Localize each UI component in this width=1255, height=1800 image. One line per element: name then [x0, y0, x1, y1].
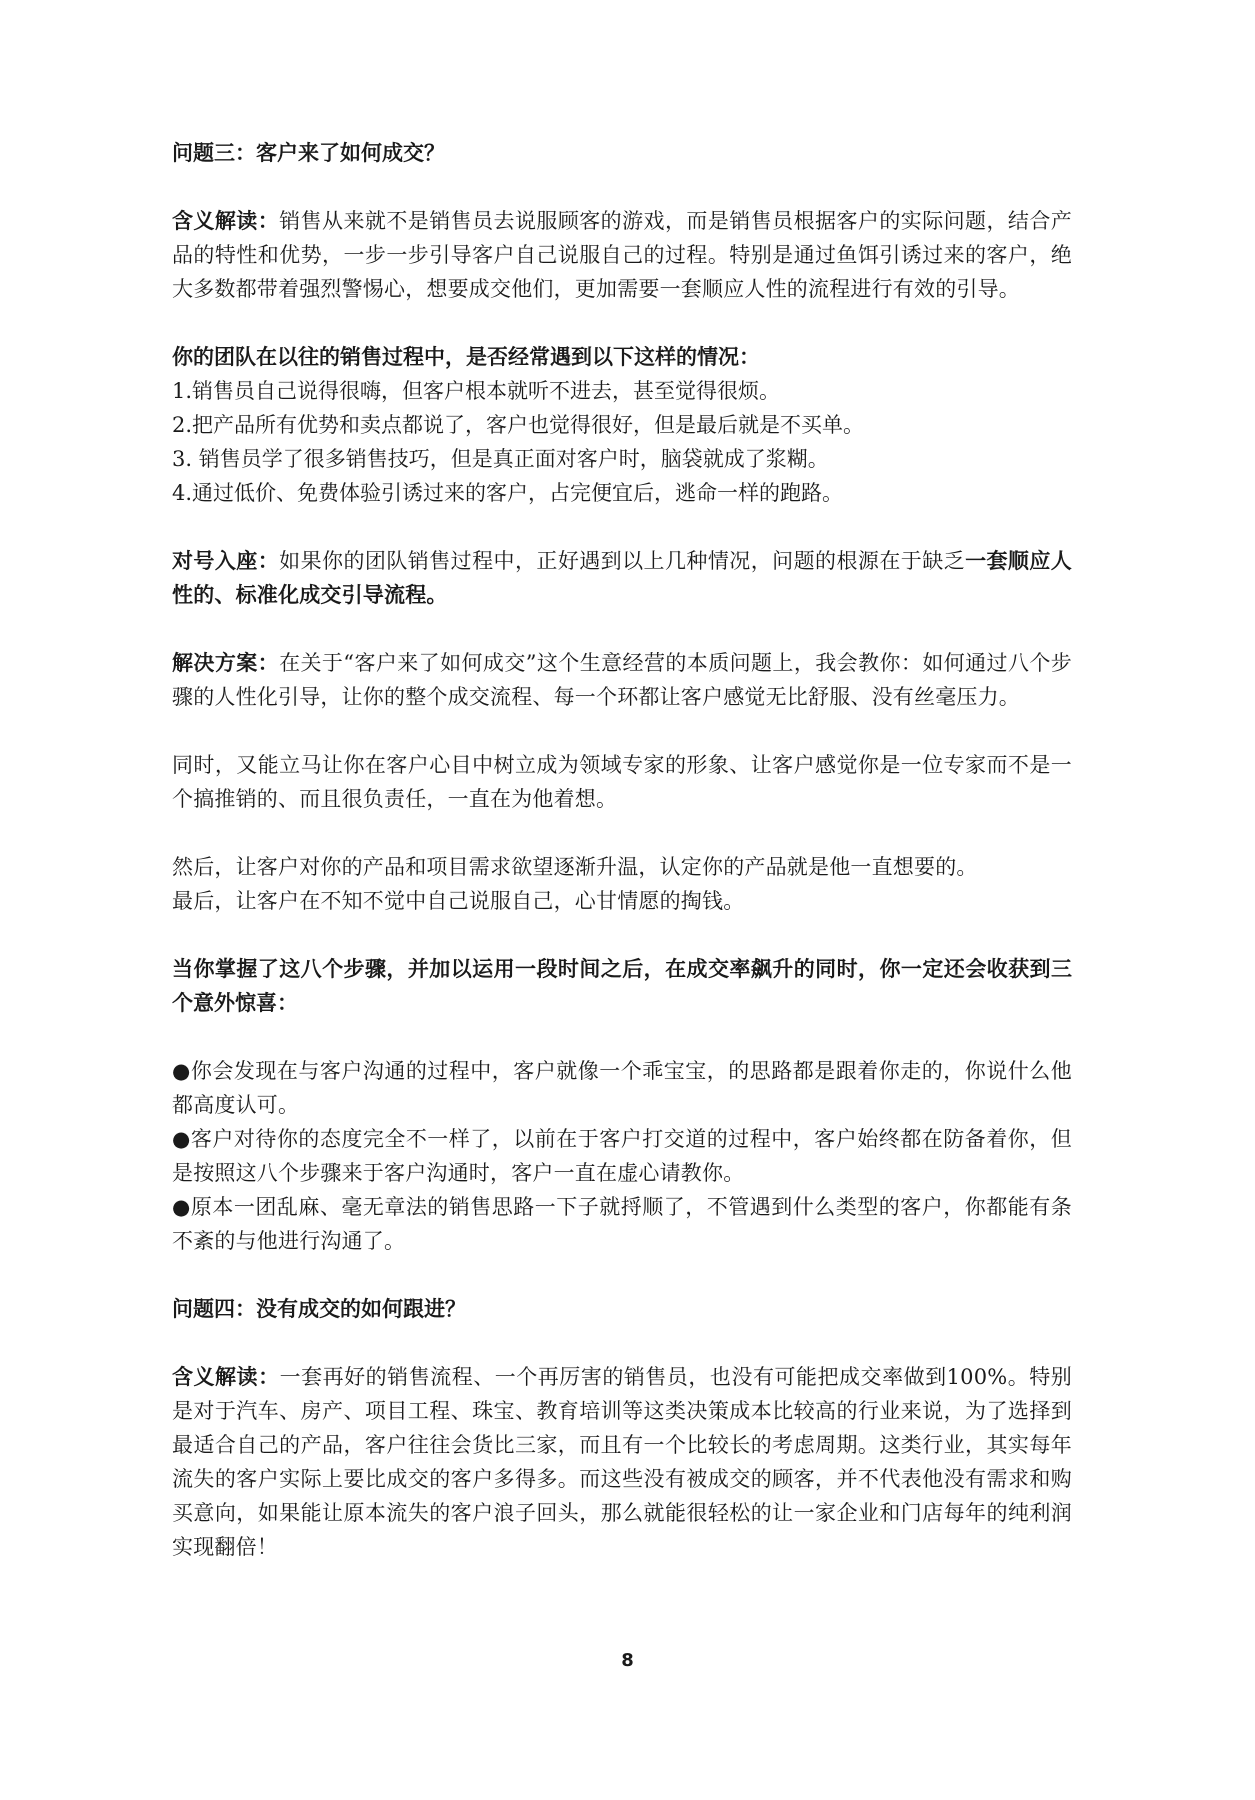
surprise-item-3: ●原本一团乱麻、毫无章法的销售思路一下子就捋顺了，不管遇到什么类型的客户，你都能有条不紊的与他进行沟通了。: [172, 1195, 1072, 1253]
surprise-item-1: ●你会发现在与客户沟通的过程中，客户就像一个乖宝宝，的思路都是跟着你走的，你说什么他都高度认可。: [172, 1059, 1072, 1117]
match-bold-text: 一套顺应人性的、标准化成交引导流程。: [172, 549, 1072, 607]
match-text: 如果你的团队销售过程中，正好遇到以上几种情况，问题的根源在于缺乏: [279, 549, 966, 573]
document-body: [172, 136, 1072, 1564]
match-paragraph: [172, 544, 1072, 612]
match-label: 对号入座：: [172, 549, 280, 573]
q3-meaning-paragraph: [172, 204, 1072, 306]
situation-item-1: 1.销售员自己说得很嗨，但客户根本就听不进去，甚至觉得很烦。: [172, 379, 781, 403]
solution-text: 在关于“客户来了如何成交”这个生意经营的本质问题上，我会教你：如何通过八个步骤的人性化引导，让你的整个成交流程、每一个环都让客户感觉无比舒服、没有丝毫压力。: [172, 651, 1072, 709]
q4-meaning-text: 一套再好的销售流程、一个再厉害的销售员，也没有可能把成交率做到100%。特别是对于汽车、房产、项目工程、珠宝、教育培训等这类决策成本比较高的行业来说，为了选择到最适合自己的产品，客户往往会货比三家，而且有一个比较长的考虑周期。这类行业，其实每年流失的客户实际上要比成交的客户多得多。而这些没有被成交的顾客，并不代表他没有需求和购买意向，如果能让原本流失的客户浪子回头，那么就能很轻松的让一家企业和门店每年的纯利润实现翻倍！: [172, 1365, 1073, 1559]
then-paragraph: 然后，让客户对你的产品和项目需求欲望逐渐升温，认定你的产品就是他一直想要的。: [172, 855, 978, 879]
meanwhile-paragraph: 同时，又能立马让你在客户心目中树立成为领域专家的形象、让客户感觉你是一位专家而不是一个搞推销的、而且很负责任，一直在为他着想。: [172, 753, 1072, 811]
q3-meaning-label: 含义解读：: [172, 209, 280, 233]
solution-paragraph: [172, 646, 1072, 714]
q4-meaning-paragraph: [172, 1360, 1072, 1564]
question-three-title: 问题三：客户来了如何成交？: [172, 141, 445, 165]
surprise-heading: 当你掌握了这八个步骤，并加以运用一段时间之后，在成交率飙升的同时，你一定还会收获到三个意外惊喜：: [172, 957, 1072, 1015]
page-number: 8: [621, 1650, 634, 1671]
surprise-item-2: ●客户对待你的态度完全不一样了，以前在于客户打交道的过程中，客户始终都在防备着你，但是按照这八个步骤来于客户沟通时，客户一直在虚心请教你。: [172, 1127, 1072, 1185]
situation-item-3: 3. 销售员学了很多销售技巧，但是真正面对客户时，脑袋就成了浆糊。: [172, 447, 829, 471]
situation-item-2: 2.把产品所有优势和卖点都说了，客户也觉得很好，但是最后就是不买单。: [172, 413, 865, 437]
finally-paragraph: 最后，让客户在不知不觉中自己说服自己，心甘情愿的掏钱。: [172, 889, 745, 913]
question-four-title: 问题四：没有成交的如何跟进？: [172, 1297, 466, 1321]
q3-meaning-text: 销售从来就不是销售员去说服顾客的游戏，而是销售员根据客户的实际问题，结合产品的特性和优势，一步一步引导客户自己说服自己的过程。特别是通过鱼饵引诱过来的客户，绝大多数都带着强烈警惕心，想要成交他们，更加需要一套顺应人性的流程进行有效的引导。: [172, 209, 1072, 301]
solution-label: 解决方案：: [172, 651, 280, 675]
situation-heading: 你的团队在以往的销售过程中，是否经常遇到以下这样的情况：: [172, 345, 760, 369]
situation-item-4: 4.通过低价、免费体验引诱过来的客户，占完便宜后，逃命一样的跑路。: [172, 481, 844, 505]
q4-meaning-label: 含义解读：: [172, 1365, 280, 1389]
